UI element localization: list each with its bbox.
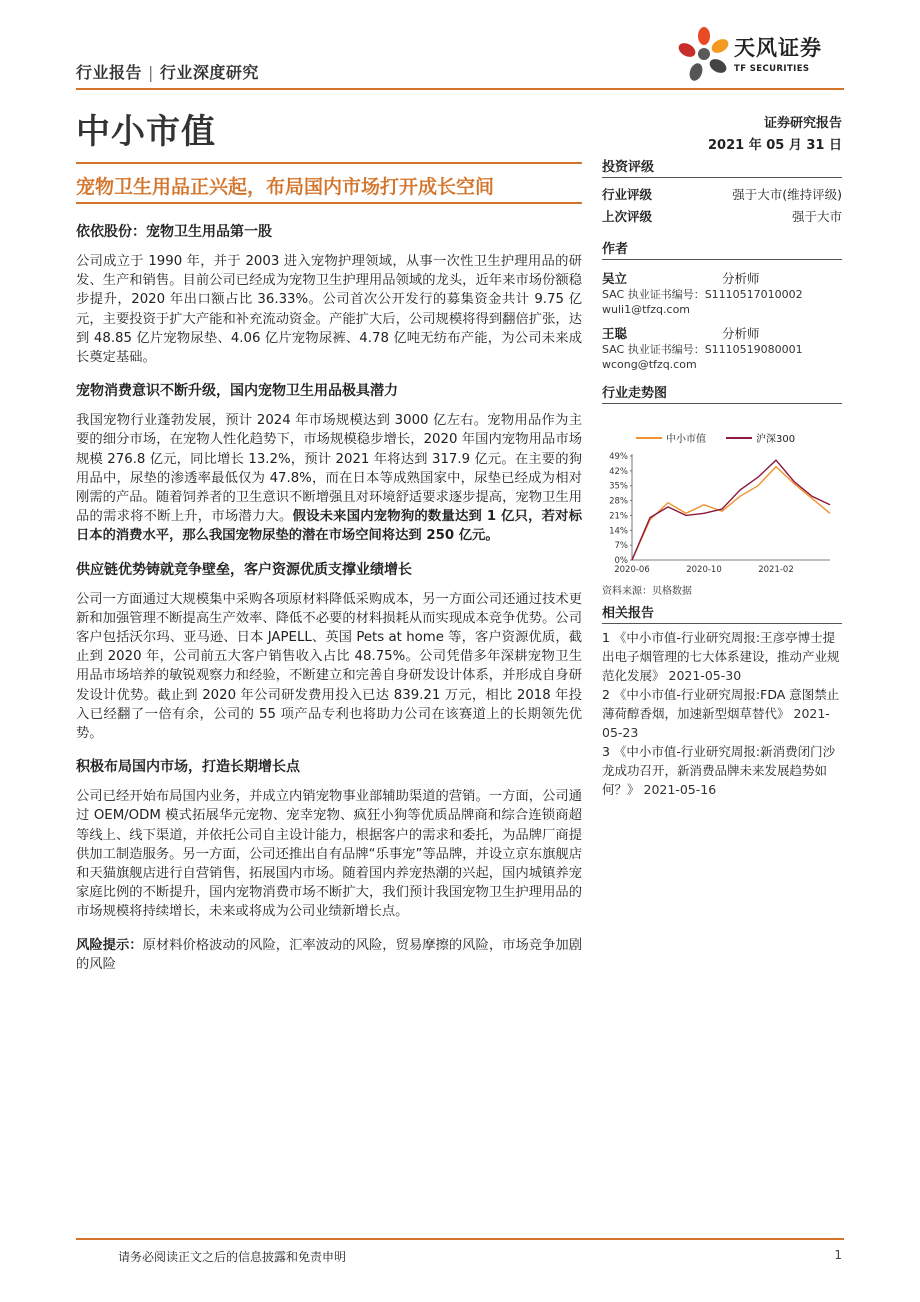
y-tick-label: 14%	[609, 526, 628, 537]
y-tick-label: 28%	[609, 496, 628, 507]
section-body: 公司一方面通过大规模集中采购各项原材料降低采购成本，另一方面公司还通过技术更新和加强管理不断提高生产效率、降低不必要的材料损耗从而实现成本竞争优势。公司客户包括沃尔玛、亚马逊、日本 JAPELL、英国 Pets at home 等，客户资源优质，截止到 2020 年，公司前五大客户销售收入占比 48.75%。公司凭借多年深耕宠物卫生用品市场培养的敏锐观察力和经验，不断建立和完善自身研发设计体系，并形成自身研发设计优势。截止到 2020 年公司研发费用投入已达 839.21 万元，相比 2018 年投入已经翻了一倍有余，公司的 55 项产品专利也将助力公司在该赛道上的长期领先优势。	[76, 591, 582, 742]
rating-label: 行业评级	[602, 187, 653, 202]
author-card	[602, 268, 842, 317]
y-tick-label: 21%	[609, 511, 628, 522]
authors-panel	[602, 238, 842, 372]
footer-rule	[76, 1238, 844, 1240]
separator: |	[148, 63, 154, 82]
author-email[interactable]: wcong@tfzq.com	[602, 358, 697, 371]
page-number: 1	[834, 1248, 842, 1262]
authors-heading: 作者	[602, 238, 842, 260]
report-kind: 证券研究报告	[763, 116, 842, 131]
section-heading: 依依股份：宠物卫生用品第一股	[76, 224, 272, 240]
section-body: 公司成立于 1990 年，并于 2003 进入宠物护理领域，从事一次性卫生护理用品的研发、生产和销售。目前公司已经成为宠物卫生护理用品领域的龙头，近年来市场份额稳步提升，2020 年出口额占比 36.33%。公司首次公开发行的募集资金共计 9.75 亿元，主要投资于扩大产能和补充流动资金。产能扩大后，公司规模将得到翻倍扩张，达到 48.85 亿片宠物尿垫、4.06 亿片宠物尿裤、4.78 亿吨无纺布产能，为公司未来成长奠定基础。	[76, 254, 582, 366]
rating-heading: 投资评级	[602, 156, 842, 178]
risk-warning	[76, 936, 582, 974]
y-tick-label: 7%	[614, 541, 628, 552]
related-item[interactable]	[602, 628, 842, 685]
author-card	[602, 323, 842, 372]
section-body-bold: 假设未来国内宠物狗的数量达到 1 亿只，若对标日本的消费水平，那么我国宠物尿垫的潜在市场空间将达到 250 亿元。	[76, 509, 583, 544]
chart-source: 资料来源：贝格数据	[602, 586, 692, 597]
related-date: 2021-05-30	[668, 668, 742, 683]
footer-disclaimer[interactable]: 请务必阅读正文之后的信息披露和免责申明	[118, 1250, 347, 1264]
risk-label: 风险提示：	[76, 937, 143, 953]
report-title: 宠物卫生用品正兴起，布局国内市场打开成长空间	[76, 176, 495, 198]
logo-subtitle: TF SECURITIES	[734, 64, 810, 74]
legend-label: 沪深300	[756, 434, 796, 445]
report-date: 2021 年 05 月 31 日	[708, 138, 842, 153]
main-content	[76, 222, 582, 988]
y-tick-label: 49%	[609, 452, 628, 462]
y-tick-label: 0%	[614, 556, 628, 566]
related-title: 1 《中小市值-行业研究周报:王彦亭博士提出电子烟管理的七大体系建设，推动产业规范化发展》	[602, 630, 840, 683]
related-date: 2021-05-23	[602, 706, 830, 740]
rating-value: 强于大市(维持评级)	[732, 187, 842, 202]
x-tick-label: 2020-06	[614, 565, 650, 575]
author-email[interactable]: wuli1@tfzq.com	[602, 303, 691, 316]
related-title: 2 《中小市值-行业研究周报:FDA 意图禁止薄荷醇香烟，加速新型烟草替代》	[602, 687, 840, 721]
series-line-中小市值	[632, 467, 830, 560]
report-type	[76, 60, 259, 83]
sector-title: 中小市值	[76, 112, 216, 152]
author-role: 分析师	[722, 271, 760, 286]
related-item[interactable]	[602, 685, 842, 742]
title-rule-bottom	[76, 202, 582, 204]
x-tick-label: 2020-10	[686, 565, 722, 575]
rating-label: 上次评级	[602, 209, 653, 224]
company-logo	[676, 24, 846, 84]
author-name: 王聪	[602, 326, 628, 341]
related-panel	[602, 602, 842, 799]
risk-text: 原材料价格波动的风险，汇率波动的风险，贸易摩擦的风险，市场竞争加剧的风险	[76, 937, 583, 972]
section-body: 公司已经开始布局国内业务，并成立内销宠物事业部辅助渠道的营销。一方面，公司通过 OEM/ODM 模式拓展华元宠物、宠幸宠物、疯狂小狗等优质品牌商和综合连锁商超等线上、线下渠道，并依托公司自主设计能力，根据客户的需求和委托，为品牌厂商提供加工制造服务。另一方面，公司还推出自有品牌“乐事宠”等品牌，并设立京东旗舰店和天猫旗舰店进行自营销售，拓展国内市场。随着国内养宠热潮的兴起，国内城镇养宠家庭比例的不断提升，国内宠物消费市场不断扩大，我们预计我国宠物卫生护理用品的市场规模将持续增长，未来或将成为公司业绩新增长点。	[76, 789, 582, 920]
flower-logo-icon	[676, 24, 732, 84]
section-heading: 供应链优势铸就竞争壁垒，客户资源优质支撑业绩增长	[76, 561, 412, 578]
section-body	[76, 411, 582, 545]
author-cert: SAC 执业证书编号：S1110519080001	[602, 343, 803, 356]
author-cert: SAC 执业证书编号：S1110517010002	[602, 288, 803, 301]
y-tick-label: 42%	[609, 466, 628, 477]
header-rule	[76, 88, 844, 90]
related-item[interactable]	[602, 742, 842, 799]
report-type-label: 行业报告	[76, 63, 143, 82]
rating-panel	[602, 156, 842, 228]
report-subtype-label: 行业深度研究	[159, 63, 259, 82]
related-heading: 相关报告	[602, 602, 842, 624]
related-date: 2021-05-16	[643, 782, 717, 797]
trend-chart	[602, 408, 842, 578]
series-line-沪深300	[632, 460, 830, 560]
legend-label: 中小市值	[666, 434, 706, 445]
related-title: 3 《中小市值-行业研究周报:新消费闭门沙龙成功召开，新消费品牌未来发展趋势如何？》	[602, 744, 836, 797]
section-heading: 积极布局国内市场，打造长期增长点	[76, 759, 300, 776]
rating-row	[602, 184, 842, 206]
chart-heading: 行业走势图	[602, 382, 842, 404]
title-rule-top	[76, 162, 582, 164]
chart-panel	[602, 382, 842, 597]
author-name: 吴立	[602, 271, 628, 286]
rating-row	[602, 206, 842, 228]
section-heading: 宠物消费意识不断升级，国内宠物卫生用品极具潜力	[76, 383, 398, 400]
section-body-text: 我国宠物行业蓬勃发展，预计 2024 年市场规模达到 3000 亿左右。宠物用品作为主要的细分市场，在宠物人性化趋势下，市场规模稳步增长，2020 年国内宠物用品市场规模 276.8 亿元，同比增长 13.2%，预计 2021 年将达到 317.9 亿元。在主要的狗用品中，尿垫的渗透率最低仅为 47.8%，而在日本等成熟国家中，尿垫已经成为相对刚需的产品。随着饲养者的卫生意识不断增强且对环境舒适要求逐步提高，宠物卫生用品的需求将不断上升，市场潜力大。	[76, 413, 582, 525]
x-tick-label: 2021-02	[758, 565, 794, 575]
y-tick-label: 35%	[609, 481, 628, 492]
logo-name: 天风证券	[734, 36, 822, 60]
rating-value: 强于大市	[791, 209, 842, 224]
author-role: 分析师	[722, 326, 760, 341]
